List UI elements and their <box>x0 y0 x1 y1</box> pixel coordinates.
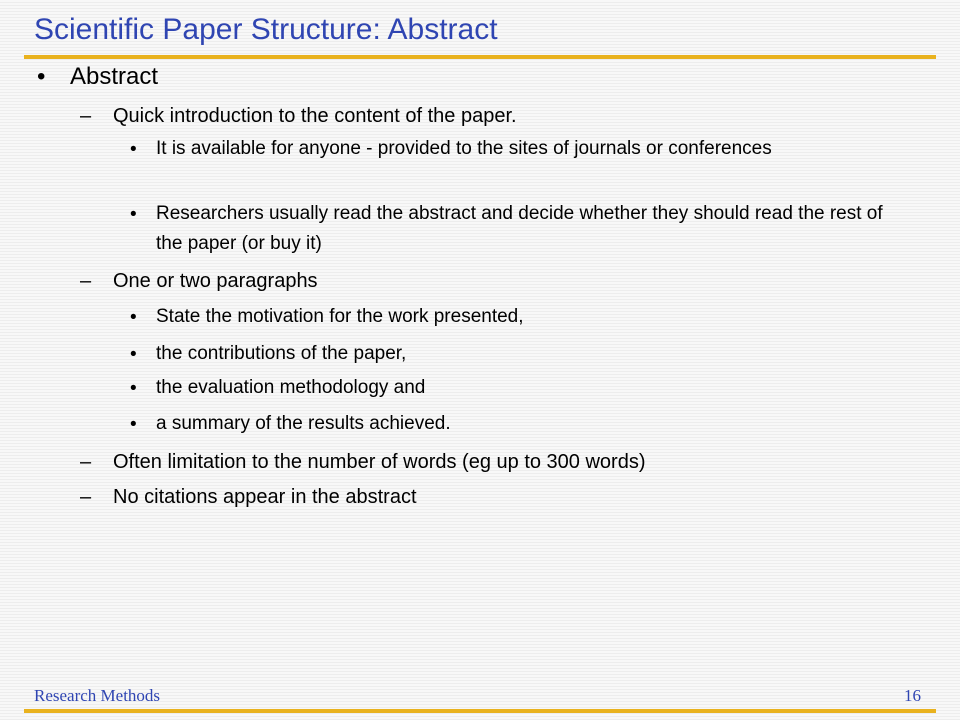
dash-marker: – <box>80 270 92 292</box>
footer-page-number: 16 <box>904 686 921 705</box>
sub-sub-bullet-contributions: the contributions of the paper, <box>156 343 407 364</box>
dash-marker: – <box>80 105 92 127</box>
dot-marker: • <box>130 344 137 365</box>
sub-bullet-quick-intro: Quick introduction to the content of the paper. <box>113 105 517 127</box>
sub-sub-bullet-evaluation: the evaluation methodology and <box>156 377 426 398</box>
dot-marker: • <box>130 204 137 225</box>
sub-bullet-word-limit: Often limitation to the number of words (eg up to 300 words) <box>113 451 646 473</box>
sub-bullet-no-citations: No citations appear in the abstract <box>113 486 417 508</box>
dot-marker: • <box>130 414 137 435</box>
dot-marker: • <box>130 307 137 328</box>
slide-title: Scientific Paper Structure: Abstract <box>34 13 498 46</box>
level1-bullet-marker: • <box>37 63 46 90</box>
dash-marker: – <box>80 451 92 473</box>
sub-bullet-paragraphs: One or two paragraphs <box>113 270 318 292</box>
footer-course-name: Research Methods <box>34 686 161 705</box>
level1-bullet-abstract: Abstract <box>70 63 159 90</box>
sub-sub-bullet-summary: a summary of the results achieved. <box>156 413 451 434</box>
sub-sub-bullet-motivation: State the motivation for the work presented, <box>156 306 524 327</box>
sub-sub-bullet-availability: It is available for anyone - provided to the sites of journals or conferences <box>156 138 772 159</box>
dash-marker: – <box>80 486 92 508</box>
sub-sub-bullet-researchers: Researchers usually read the abstract and decide whether they should read the rest of the paper (or buy it) <box>156 203 883 254</box>
dot-marker: • <box>130 139 137 160</box>
title-divider <box>24 55 936 59</box>
footer-divider <box>24 709 936 713</box>
dot-marker: • <box>130 378 137 399</box>
